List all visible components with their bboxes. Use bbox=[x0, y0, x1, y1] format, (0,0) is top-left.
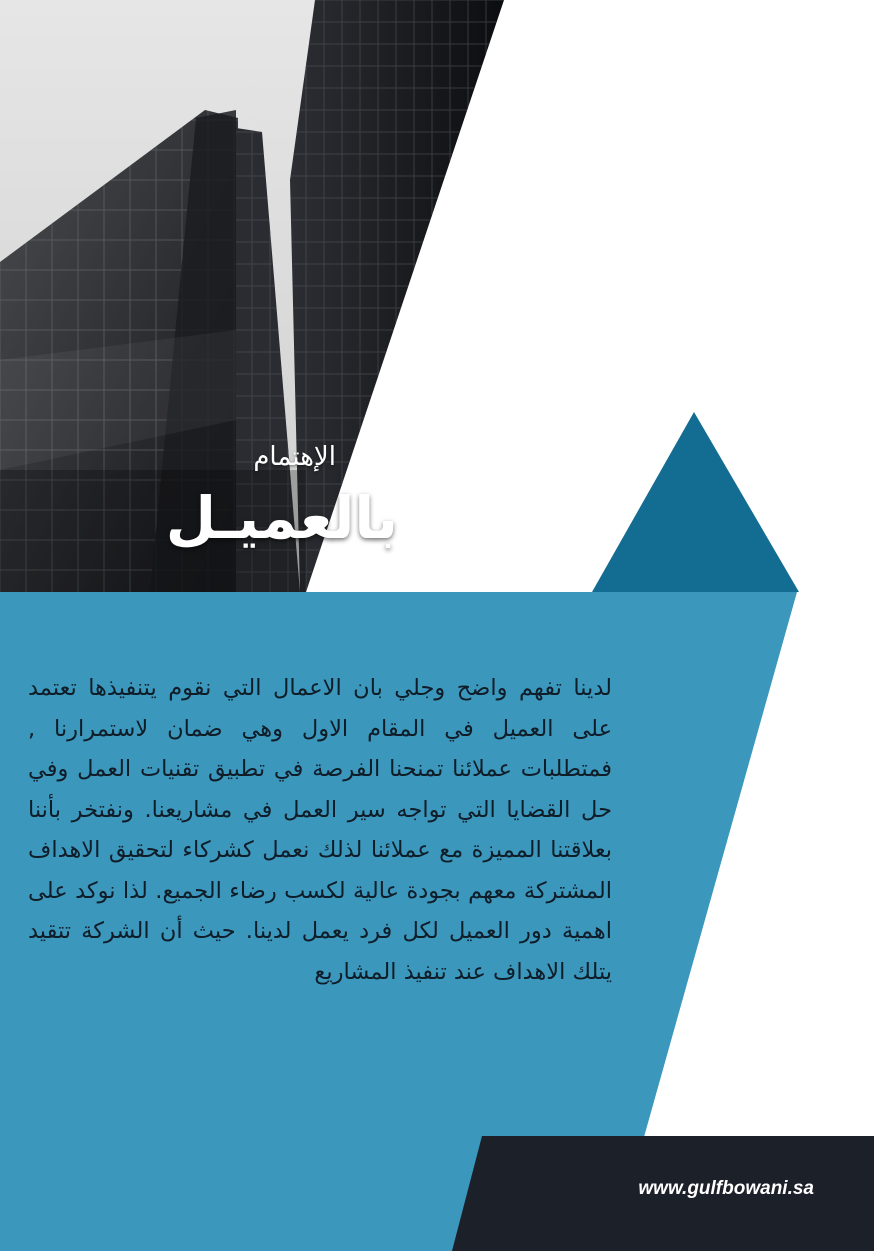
website-link[interactable]: www.gulfbowani.sa bbox=[638, 1178, 814, 1199]
heading-small: الإهتمام bbox=[253, 442, 336, 472]
heading-large: بالعميـل bbox=[165, 484, 398, 552]
accent-triangle bbox=[592, 412, 799, 592]
body-paragraph: لدينا تفهم واضح وجلي بان الاعمال التي نقوم يتنفيذها تعتمد على العميل في المقام الاول وهي ضمان لاستمرارنا , فمتطلبات عملائنا تمنحنا الفرصة في تطبيق تقنيات العمل وفي حل القضايا التي تواجه سير العمل في مشاريعنا. ونفتخر بأننا بعلاقتنا المميزة مع عملائنا لذلك نعمل كشركاء لتحقيق الاهداف المشتركة معهم بجودة عالية لكسب رضاء الجميع. لذا نوكد على اهمية دور العميل لكل فرد يعمل لدينا. حيث أن الشركة تتقيد يتلك الاهداف عند تنفيذ المشاريع bbox=[28, 675, 612, 985]
